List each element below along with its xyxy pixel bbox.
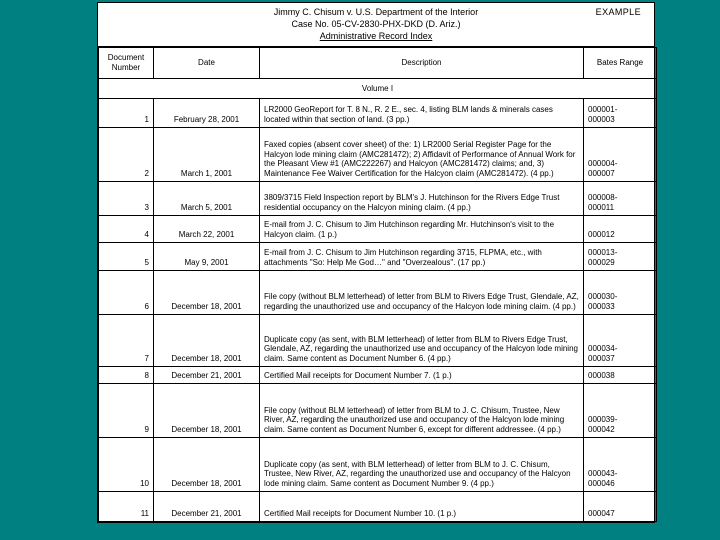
- bates-range-cell: 000047: [584, 492, 657, 522]
- document-number-cell: 11: [99, 492, 154, 522]
- table-row: [99, 243, 657, 271]
- description-cell: Certified Mail receipts for Document Number 10. (1 p.): [260, 492, 584, 522]
- document-number-cell: 8: [99, 367, 154, 384]
- document-number-cell: 1: [99, 99, 154, 128]
- date-cell: February 28, 2001: [154, 99, 260, 128]
- table-row: [99, 315, 657, 367]
- description-cell: E-mail from J. C. Chisum to Jim Hutchinson regarding Mr. Hutchinson's visit to the Halcyon claim. (1 p.): [260, 216, 584, 243]
- example-label: EXAMPLE: [595, 7, 641, 17]
- document-number-cell: 3: [99, 182, 154, 216]
- document-number-cell: 6: [99, 271, 154, 315]
- table-row: [99, 367, 657, 384]
- date-cell: March 1, 2001: [154, 128, 260, 182]
- date-cell: December 21, 2001: [154, 367, 260, 384]
- document-number-cell: 4: [99, 216, 154, 243]
- bates-range-cell: 000008- 000011: [584, 182, 657, 216]
- table-row: [99, 216, 657, 243]
- column-header-description: Description: [260, 48, 584, 79]
- document-title: Administrative Record Index: [319, 31, 433, 41]
- table-row: [99, 492, 657, 522]
- bates-range-cell: 000030- 000033: [584, 271, 657, 315]
- document-number-cell: 5: [99, 243, 154, 271]
- description-cell: Duplicate copy (as sent, with BLM letterhead) of letter from BLM to Rivers Edge Trust, Glendale, AZ, regarding the unauthorized use and occupancy of the Halcyon lode mining claim. Same content as Document Number 6. (4 pp.): [260, 315, 584, 367]
- description-cell: 3809/3715 Field Inspection report by BLM's J. Hutchinson for the Rivers Edge Trust residential occupancy on the Halcyon mining claim. (4 pp.): [260, 182, 584, 216]
- table-row: [99, 182, 657, 216]
- description-cell: File copy (without BLM letterhead) of letter from BLM to Rivers Edge Trust, Glendale, AZ, regarding the unauthorized use and occupancy of the Halcyon lode mining claim. (4 pp.): [260, 271, 584, 315]
- case-title: Jimmy C. Chisum v. U.S. Department of the Interior: [273, 7, 479, 17]
- date-cell: December 18, 2001: [154, 315, 260, 367]
- bates-range-cell: 000001- 000003: [584, 99, 657, 128]
- bates-range-cell: 000043- 000046: [584, 438, 657, 492]
- description-cell: LR2000 GeoReport for T. 8 N., R. 2 E., sec. 4, listing BLM lands & minerals cases located within that section of land. (3 pp.): [260, 99, 584, 128]
- bates-range-cell: 000004- 000007: [584, 128, 657, 182]
- description-cell: Duplicate copy (as sent, with BLM letterhead) of letter from BLM to J. C. Chisum, Trustee, New River, AZ, regarding the unauthorized use and occupancy of the Halcyon lode mining claim. Same content as Document Number 9. (4 pp.): [260, 438, 584, 492]
- bates-range-cell: 000039- 000042: [584, 384, 657, 438]
- table-row: [99, 99, 657, 128]
- document-number-cell: 7: [99, 315, 154, 367]
- table-header-row: [99, 48, 657, 79]
- volume-section-label: Volume I: [99, 79, 657, 99]
- table-row: [99, 271, 657, 315]
- date-cell: December 18, 2001: [154, 384, 260, 438]
- volume-section-row: [99, 79, 657, 99]
- date-cell: March 5, 2001: [154, 182, 260, 216]
- description-cell: E-mail from J. C. Chisum to Jim Hutchinson regarding 3715, FLPMA, etc., with attachments "So: Help Me God…" and "Overzealous". (17 pp.): [260, 243, 584, 271]
- description-cell: File copy (without BLM letterhead) of letter from BLM to J. C. Chisum, Trustee, New River, AZ, regarding the unauthorized use and occupancy of the Halcyon lode mining claim. Same content as Document Number 6, except for different addressee. (4 pp.): [260, 384, 584, 438]
- document-number-cell: 2: [99, 128, 154, 182]
- administrative-record-index-document: [97, 2, 655, 523]
- bates-range-cell: 000012: [584, 216, 657, 243]
- description-cell: Faxed copies (absent cover sheet) of the: 1) LR2000 Serial Register Page for the Halcyon lode mining claim (AMC281472); 2) Affidavit of Performance of Annual Work for the Pleasant View #1 (AMC222267) and Halcyon (AMC281472) claims; and, 3) Maintenance Fee Waiver Certification for the Halcyon claim (AMC281472). (4 pp.): [260, 128, 584, 182]
- document-number-cell: 9: [99, 384, 154, 438]
- column-header-bates-range: Bates Range: [584, 48, 657, 79]
- bates-range-cell: 000013- 000029: [584, 243, 657, 271]
- bates-range-cell: 000038: [584, 367, 657, 384]
- table-row: [99, 384, 657, 438]
- date-cell: December 18, 2001: [154, 438, 260, 492]
- record-index-table: [98, 47, 657, 522]
- column-header-document-number: Document Number: [99, 48, 154, 79]
- date-cell: March 22, 2001: [154, 216, 260, 243]
- table-row: [99, 438, 657, 492]
- date-cell: May 9, 2001: [154, 243, 260, 271]
- document-number-cell: 10: [99, 438, 154, 492]
- column-header-date: Date: [154, 48, 260, 79]
- description-cell: Certified Mail receipts for Document Number 7. (1 p.): [260, 367, 584, 384]
- date-cell: December 21, 2001: [154, 492, 260, 522]
- table-row: [99, 128, 657, 182]
- bates-range-cell: 000034- 000037: [584, 315, 657, 367]
- document-header: [98, 3, 654, 47]
- case-number: Case No. 05-CV-2830-PHX-DKD (D. Ariz.): [291, 19, 461, 29]
- date-cell: December 18, 2001: [154, 271, 260, 315]
